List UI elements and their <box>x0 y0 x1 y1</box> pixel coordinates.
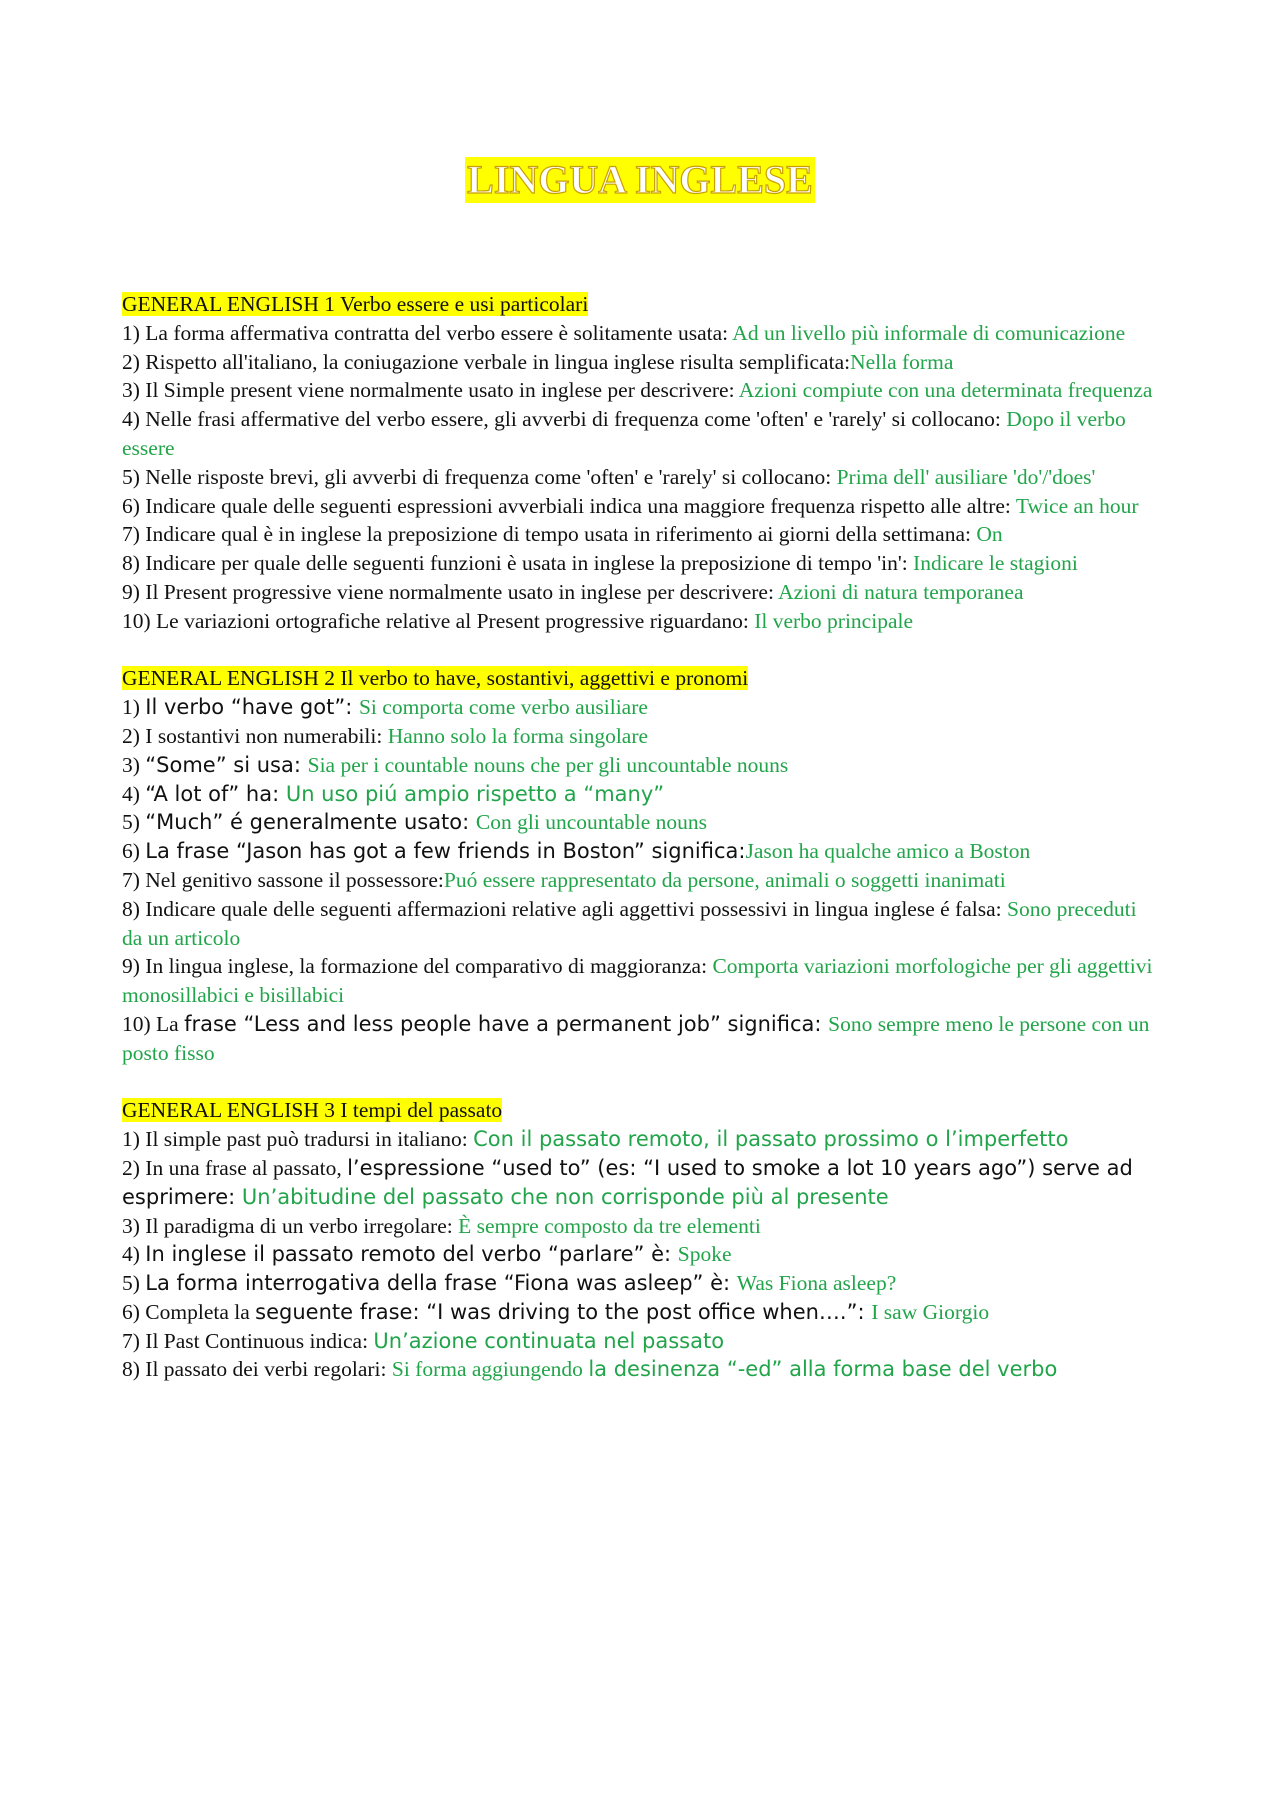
answer-text: Un uso piú ampio rispetto a “many” <box>285 781 665 806</box>
answer-text: I saw Giorgio <box>871 1299 990 1324</box>
answer-text: On <box>976 522 1003 547</box>
question-item <box>122 520 1162 549</box>
question-item <box>122 693 1162 722</box>
answer-text: Sono preceduti da un articolo <box>122 896 1137 950</box>
question-item <box>122 866 1162 895</box>
question-text: frase “Less and less people have a permanent job” significa: <box>184 1011 829 1036</box>
answer-text: Indicare le stagioni <box>913 551 1078 576</box>
question-number: 4) <box>122 781 146 806</box>
question-text: “Some” si usa: <box>145 752 308 777</box>
question-text: 2) Rispetto all'italiano, la coniugazione verbale in lingua inglese risulta semplificata: <box>122 349 851 374</box>
question-text: 1) La forma affermativa contratta del verbo essere è solitamente usata: <box>122 320 733 345</box>
answer-text: È sempre composto da tre elementi <box>458 1213 761 1238</box>
title-wrap <box>0 157 1280 203</box>
section-heading-row <box>122 290 1162 319</box>
question-text: In inglese il passato remoto del verbo “parlare” è: <box>145 1242 678 1267</box>
question-number: 2) In una frase al passato, <box>122 1155 348 1180</box>
question-text: l’espressione “used to” (es: “I used to smoke a lot 10 years ago”) serve ad esprimere: <box>122 1155 1133 1209</box>
section-3 <box>122 1096 1162 1384</box>
question-item <box>122 1355 1162 1384</box>
answer-text: Sono sempre meno le persone con un posto fisso <box>122 1011 1150 1065</box>
question-number: 5) <box>122 1271 146 1296</box>
section-2 <box>122 664 1162 1067</box>
answer-text: Con il passato remoto, il passato prossimo o l’imperfetto <box>473 1127 1069 1152</box>
answer-text: Spoke <box>677 1242 732 1267</box>
question-text: 7) Indicare qual è in inglese la preposizione di tempo usata in riferimento ai giorni della settimana: <box>122 522 977 547</box>
section-heading-row <box>122 664 1162 693</box>
question-item <box>122 1125 1162 1154</box>
answer-text: Twice an hour <box>1015 493 1139 518</box>
question-item <box>122 1154 1162 1212</box>
question-text: “A lot of” ha: <box>145 781 286 806</box>
question-text: 8) Il passato dei verbi regolari: <box>122 1357 392 1382</box>
question-text: Il verbo “have got”: <box>145 695 359 720</box>
answer-text: Comporta variazioni morfologiche per gli aggettivi monosillabici e bisillabici <box>122 954 1153 1008</box>
question-item <box>122 1298 1162 1327</box>
question-item <box>122 895 1162 953</box>
question-text: 3) Il paradigma di un verbo irregolare: <box>122 1213 459 1238</box>
answer-text: Nella forma <box>850 349 954 374</box>
question-text: 1) Il simple past può tradursi in italiano: <box>122 1127 474 1152</box>
answer-text: Sia per i countable nouns che per gli uncountable nouns <box>307 752 789 777</box>
answer-text: Si comporta come verbo ausiliare <box>358 695 648 720</box>
answer-text: Dopo il verbo essere <box>122 407 1126 460</box>
question-text: “Much” é generalmente usato: <box>145 810 476 835</box>
question-item <box>122 808 1162 837</box>
question-text: 7) Il Past Continuous indica: <box>122 1328 374 1353</box>
answer-text: Un’abitudine del passato che non corrisponde più al presente <box>241 1184 889 1209</box>
question-number: 6) <box>122 839 146 864</box>
question-item <box>122 722 1162 751</box>
question-item <box>122 376 1162 405</box>
question-item <box>122 1010 1162 1068</box>
question-number: 6) Completa la <box>122 1299 256 1324</box>
question-text: 9) Il Present progressive viene normalmente usato in inglese per descrivere: <box>122 579 779 604</box>
question-text: 3) Il Simple present viene normalmente usato in inglese per descrivere: <box>122 378 739 403</box>
answer-text: Puó essere rappresentato da persone, animali o soggetti inanimati <box>443 867 1006 892</box>
question-item <box>122 952 1162 1010</box>
section-heading: GENERAL ENGLISH 2 Il verbo to have, sostantivi, aggettivi e pronomi <box>122 666 749 691</box>
answer-text: Ad un livello più informale di comunicazione <box>732 320 1126 345</box>
question-item <box>122 607 1162 636</box>
answer-text: Hanno solo la forma singolare <box>387 723 649 748</box>
answer-text: Si forma aggiungendo <box>391 1357 589 1382</box>
page-title: LINGUA INGLESE <box>467 157 813 202</box>
answer-text: Azioni di natura temporanea <box>778 579 1024 604</box>
question-text: La frase “Jason has got a few friends in Boston” significa: <box>145 839 746 864</box>
question-text: La forma interrogativa della frase “Fiona was asleep” è: <box>145 1271 737 1296</box>
question-item <box>122 549 1162 578</box>
question-item <box>122 463 1162 492</box>
question-item <box>122 1212 1162 1241</box>
question-item <box>122 348 1162 377</box>
section-1 <box>122 290 1162 636</box>
question-text: 8) Indicare quale delle seguenti affermazioni relative agli aggettivi possessivi in lingua inglese é falsa: <box>122 896 1007 921</box>
question-text: 5) Nelle risposte brevi, gli avverbi di frequenza come 'often' e 'rarely' si collocano: <box>122 464 837 489</box>
document-content <box>122 290 1162 1413</box>
question-item <box>122 1327 1162 1356</box>
question-number: 10) La <box>122 1011 185 1036</box>
question-text: 6) Indicare quale delle seguenti espressioni avverbiali indica una maggiore frequenza rispetto alle altre: <box>122 493 1016 518</box>
answer-text: la desinenza “-ed” alla forma base del verbo <box>588 1357 1058 1382</box>
section-heading: GENERAL ENGLISH 1 Verbo essere e usi particolari <box>122 292 589 316</box>
question-number: 1) <box>122 695 146 720</box>
answer-text: Il verbo principale <box>754 608 913 633</box>
answer-text: Azioni compiute con una determinata frequenza <box>738 378 1153 403</box>
section-heading-row <box>122 1096 1162 1125</box>
question-text: 2) I sostantivi non numerabili: <box>122 723 388 748</box>
question-number: 3) <box>122 752 146 777</box>
answer-text: Prima dell' ausiliare 'do'/'does' <box>836 464 1096 489</box>
question-item <box>122 1269 1162 1298</box>
answer-text: Was Fiona asleep? <box>736 1271 897 1296</box>
question-item <box>122 578 1162 607</box>
question-text: seguente frase: “I was driving to the post office when….”: <box>255 1299 872 1324</box>
question-number: 4) <box>122 1242 146 1267</box>
question-item <box>122 319 1162 348</box>
question-item <box>122 780 1162 809</box>
question-text: 4) Nelle frasi affermative del verbo essere, gli avverbi di frequenza come 'often' e 'rarely' si collocano: <box>122 407 1007 432</box>
question-item <box>122 405 1162 463</box>
question-item <box>122 751 1162 780</box>
answer-text: Un’azione continuata nel passato <box>373 1328 725 1353</box>
question-item <box>122 492 1162 521</box>
question-text: 9) In lingua inglese, la formazione del comparativo di maggioranza: <box>122 954 713 979</box>
question-item <box>122 1240 1162 1269</box>
question-text: 10) Le variazioni ortografiche relative al Present progressive riguardano: <box>122 608 755 633</box>
answer-text: Jason ha qualche amico a Boston <box>745 839 1031 864</box>
section-heading: GENERAL ENGLISH 3 I tempi del passato <box>122 1098 503 1123</box>
question-number: 5) <box>122 810 146 835</box>
question-text: 8) Indicare per quale delle seguenti funzioni è usata in inglese la preposizione di tempo 'in': <box>122 551 914 576</box>
answer-text: Con gli uncountable nouns <box>475 810 708 835</box>
question-item <box>122 837 1162 866</box>
question-text: 7) Nel genitivo sassone il possessore: <box>122 867 444 892</box>
